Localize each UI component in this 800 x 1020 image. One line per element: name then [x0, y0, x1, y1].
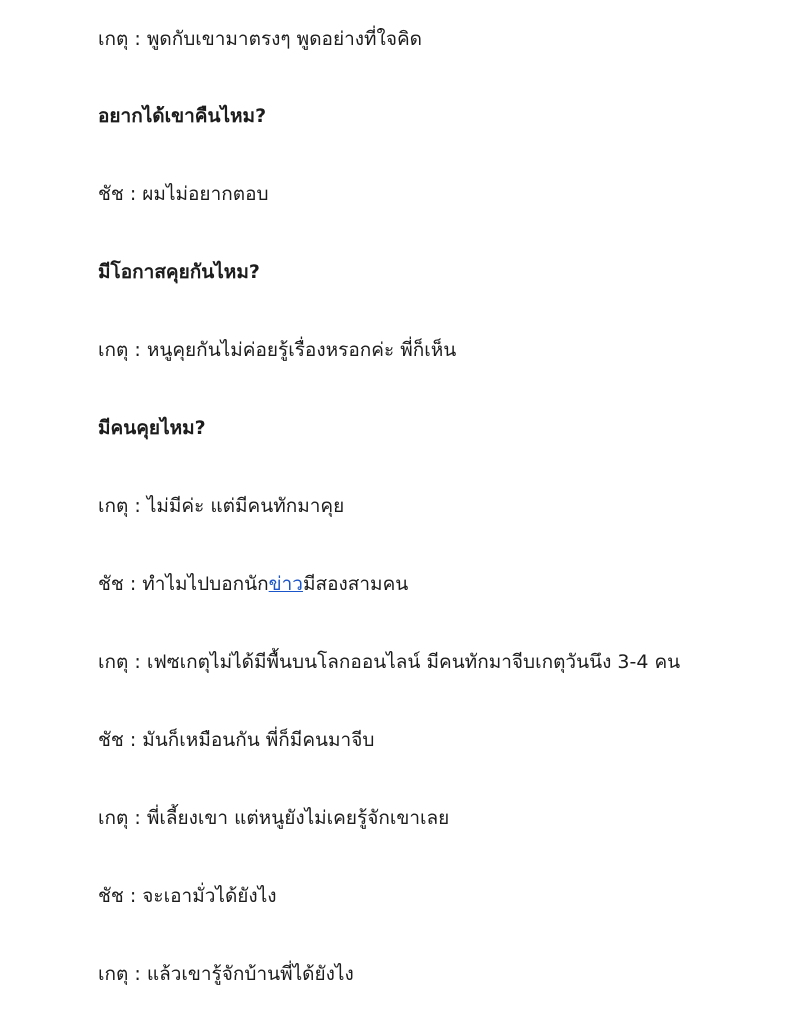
answer-text: พี่เลี้ยงเขา แต่หนูยังไม่เคยรู้จักเขาเลย [146, 807, 450, 829]
answer-text: หนูคุยกันไม่ค่อยรู้เรื่องหรอกค่ะ พี่ก็เห็น [146, 339, 457, 361]
question-line: อยากได้เขาคืนไหม? [98, 105, 267, 127]
answer-text: มันก็เหมือนกัน พี่ก็มีคนมาจีบ [142, 729, 375, 751]
question-line: มีโอกาสคุยกันไหม? [98, 261, 260, 283]
answer-line [98, 25, 422, 53]
speaker-name: เกตุ [98, 807, 129, 829]
answer-line [98, 804, 449, 832]
question-line: มีคนคุยไหม? [98, 417, 206, 439]
speaker-separator: : [128, 651, 147, 673]
speaker-name: เกตุ [98, 339, 129, 361]
answer-text: เฟซเกตุไม่ได้มีพื้นบนโลกออนไลน์ มีคนทักมาจีบเกตุวันนึง 3-4 คน [146, 651, 681, 673]
speaker-name: ชัช [98, 885, 124, 907]
answer-text: ทำไมไปบอกนัก [142, 573, 269, 595]
answer-line [98, 882, 277, 910]
speaker-name: เกตุ [98, 963, 129, 985]
answer-text: มีสองสามคน [302, 573, 409, 595]
answer-line [98, 180, 269, 208]
answer-line [98, 726, 374, 754]
answer-text: ไม่มีค่ะ แต่มีคนทักมาคุย [146, 495, 345, 517]
speaker-separator: : [128, 339, 147, 361]
speaker-name: ชัช [98, 573, 124, 595]
speaker-separator: : [123, 885, 143, 907]
answer-text: ผมไม่อยากตอบ [142, 183, 269, 205]
answer-line [98, 648, 680, 676]
answer-line [98, 492, 344, 520]
speaker-separator: : [123, 573, 143, 595]
speaker-name: เกตุ [98, 651, 129, 673]
answer-text: พูดกับเขามาตรงๆ พูดอย่างที่ใจคิด [146, 28, 423, 50]
speaker-separator: : [123, 183, 143, 205]
news-link[interactable]: ข่าว [268, 573, 303, 595]
speaker-name: เกตุ [98, 28, 129, 50]
speaker-separator: : [128, 963, 147, 985]
speaker-name: ชัช [98, 183, 124, 205]
speaker-name: ชัช [98, 729, 124, 751]
speaker-separator: : [123, 729, 143, 751]
speaker-separator: : [128, 28, 147, 50]
answer-line [98, 336, 456, 364]
speaker-name: เกตุ [98, 495, 129, 517]
answer-line [98, 960, 354, 988]
speaker-separator: : [128, 807, 147, 829]
answer-line [98, 570, 408, 598]
answer-text: จะเอามั่วได้ยังไง [142, 885, 277, 907]
answer-text: แล้วเขารู้จักบ้านพี่ได้ยังไง [146, 963, 354, 985]
speaker-separator: : [128, 495, 147, 517]
